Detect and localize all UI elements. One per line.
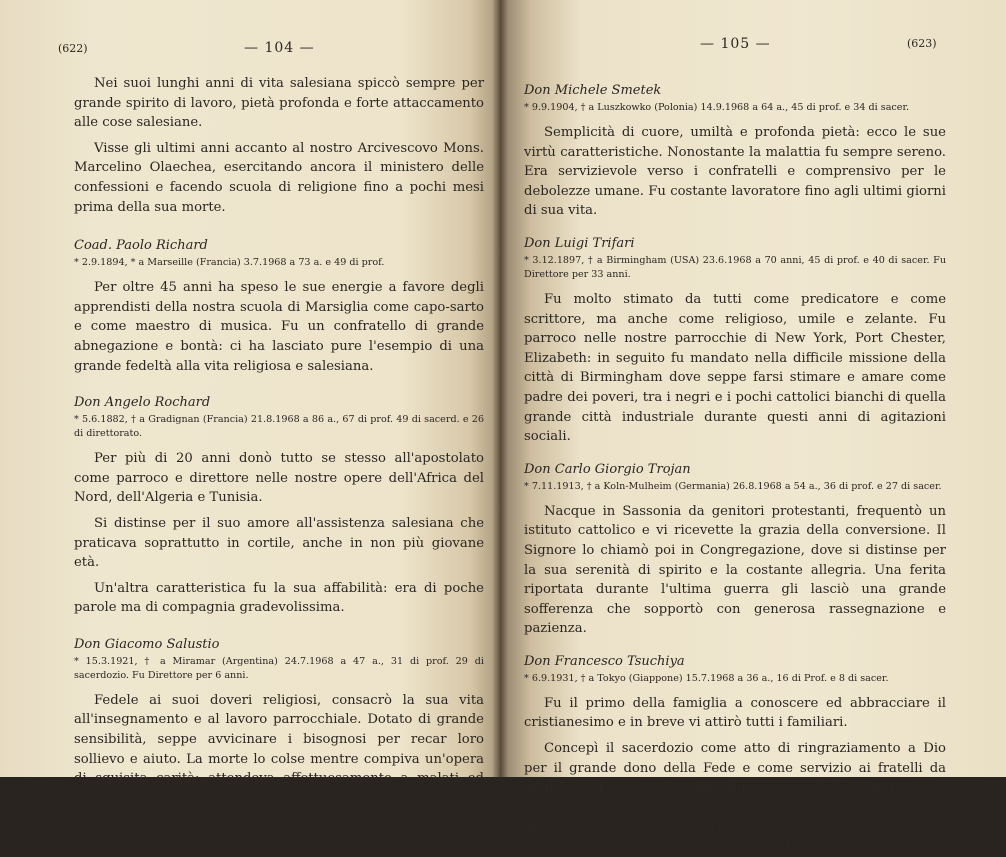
entry-dates: * 7.11.1913, † a Koln-Mulheim (Germania) 26.8.1968 a 54 a., 36 di prof. e 27 di sacer. xyxy=(524,480,942,492)
left-page-header xyxy=(58,0,484,74)
entry-paragraph: Si distinse per il suo amore all'assistenza salesiana che praticava soprattutto in cortile, anche in non più giovane età. xyxy=(74,515,484,571)
obituary-entry xyxy=(524,82,946,221)
entry-name: Don Carlo Giorgio Trojan xyxy=(524,461,691,477)
entry-dates: * 15.3.1921, † a Miramar (Argentina) 24.7.1968 a 47 a., 31 di prof. 29 di sacerdozio. Fu Direttore per 6 anni. xyxy=(74,655,484,681)
right-page-header xyxy=(524,0,946,68)
right-page-number: — 105 — xyxy=(700,36,771,52)
entry-name: Don Giacomo Salustio xyxy=(74,636,220,652)
entry-dates: * 3.12.1897, † a Birmingham (USA) 23.6.1968 a 70 anni, 45 di prof. e 40 di sacer. Fu Direttore per 33 anni. xyxy=(524,254,946,280)
entry-paragraph: Fu il primo della famiglia a conoscere ed abbracciare il cristianesimo e in breve vi attirò tutti i familiari. xyxy=(524,695,946,731)
entry-paragraph: Per più di 20 anni donò tutto se stesso all'apostolato come parroco e direttore nelle nostre opere dell'Africa del Nord, dell'Algeria e Tunisia. xyxy=(74,451,484,506)
book-gutter xyxy=(492,0,508,777)
obituary-entry xyxy=(524,653,946,857)
obituary-entry xyxy=(74,237,484,376)
entry-dates: * 9.9.1904, † a Luszkowko (Polonia) 14.9.1968 a 64 a., 45 di prof. e 34 di sacer. xyxy=(524,102,910,113)
entry-paragraph: Nacque in Sassonia da genitori protestanti, frequentò un istituto cattolico e vi ricevette la grazia della conversione. Il Signore lo chiamò poi in Congregazione, dove si distinse per la sua serenità di spirito e la costante allegria. Una ferita riportata durante l'ultima guerra gli lasciò una grande sofferenza che sopportò con generosa rassegnazione e pazienza. xyxy=(524,503,946,637)
obituary-entry xyxy=(74,636,484,809)
entry-paragraph: Concepì il sacerdozio come atto di ringraziamento a Dio per il grande dono della Fede e come servizio ai fratelli da guidare ad essa. Nel ministero sacerdotale e nel lavoro salesiano compiuto con spirito di sacrificio e dedizione apostolica, seppe cattivarsi la fiducia, la stima e la venerazione di quanti vennero in contatto con lui. xyxy=(524,741,946,855)
left-page xyxy=(0,0,500,806)
entry-name: Don Luigi Trifari xyxy=(524,235,635,251)
entry-dates: * 6.9.1931, † a Tokyo (Giappone) 15.7.1968 a 36 a., 16 di Prof. e 8 di sacer. xyxy=(524,672,889,684)
left-page-number: — 104 — xyxy=(244,40,315,56)
entry-dates: * 5.6.1882, † a Gradignan (Francia) 21.8.1968 a 86 a., 67 di prof. 49 di sacerd. e 26 di direttorato. xyxy=(74,414,484,440)
intro-paragraph: Nei suoi lunghi anni di vita salesiana spiccò sempre per grande spirito di lavoro, pietà profonda e forte attaccamento alle cose salesiane. xyxy=(74,76,484,131)
left-page-intro xyxy=(74,74,484,217)
obituary-entry xyxy=(74,394,484,618)
intro-paragraph: Visse gli ultimi anni accanto al nostro Arcivescovo Mons. Marcelino Olaechea, esercitando ancora il ministero delle confessioni e facendo scuola di religione fino a pochi mesi prima della sua morte. xyxy=(74,140,484,215)
entry-name: Don Francesco Tsuchiya xyxy=(524,653,685,669)
entry-paragraph: Per oltre 45 anni ha speso le sue energie a favore degli apprendisti della nostra scuola di Marsiglia come capo-sarto e come maestro di musica. Fu un confratello di grande abnegazione e bontà: ci ha lasciato pure l'esempio di una grande fedeltà alla vita religiosa e salesiana. xyxy=(74,280,484,374)
left-page-alt-number: (622) xyxy=(58,42,88,55)
entry-name: Don Angelo Rochard xyxy=(74,395,211,411)
obituary-entry xyxy=(524,235,946,447)
entry-paragraph: Un'altra caratteristica fu la sua affabilità: era di poche parole ma di compagnia gradevolissima. xyxy=(74,580,484,616)
right-page-alt-number: (623) xyxy=(907,37,937,50)
obituary-entry xyxy=(524,461,946,639)
right-page xyxy=(500,0,1006,855)
entry-paragraph: Fu molto stimato da tutti come predicatore e come scrittore, ma anche come religioso, umile e zelante. Fu parroco nelle nostre parrocchie di New York, Port Chester, Elizabeth: in seguito fu mandato nella difficile missione della città di Birmingham dove seppe farsi stimare e amare come padre dei poveri, tra i negri e i pochi cattolici bianchi di quella grande città industriale durante questi anni di agitazioni sociali. xyxy=(524,291,946,445)
entry-paragraph: Semplicità di cuore, umiltà e profonda pietà: ecco le sue virtù caratteristiche. Nonostante la malattia fu sempre sereno. Era servizievole verso i confratelli e comprensivo per le debolezze umane. Fu costante lavoratore fino agli ultimi giorni di sua vita. xyxy=(524,125,946,219)
entry-dates: * 2.9.1894, * a Marseille (Francia) 3.7.1968 a 73 a. e 49 di prof. xyxy=(74,257,385,269)
entry-paragraph: Fedele ai suoi doveri religiosi, consacrò la sua vita all'insegnamento e al lavoro parrocchiale. Dotato di grande sensibilità, seppe avvicinare i bisognosi per recar loro sollievo e aiuto. La morte lo colse mentre compiva un'opera di squisita carità: attendeva affettuosamente a malati ed anziani. xyxy=(74,692,484,806)
entry-name: Don Michele Smetek xyxy=(524,83,662,98)
entry-name: Coad. Paolo Richard xyxy=(74,238,208,254)
